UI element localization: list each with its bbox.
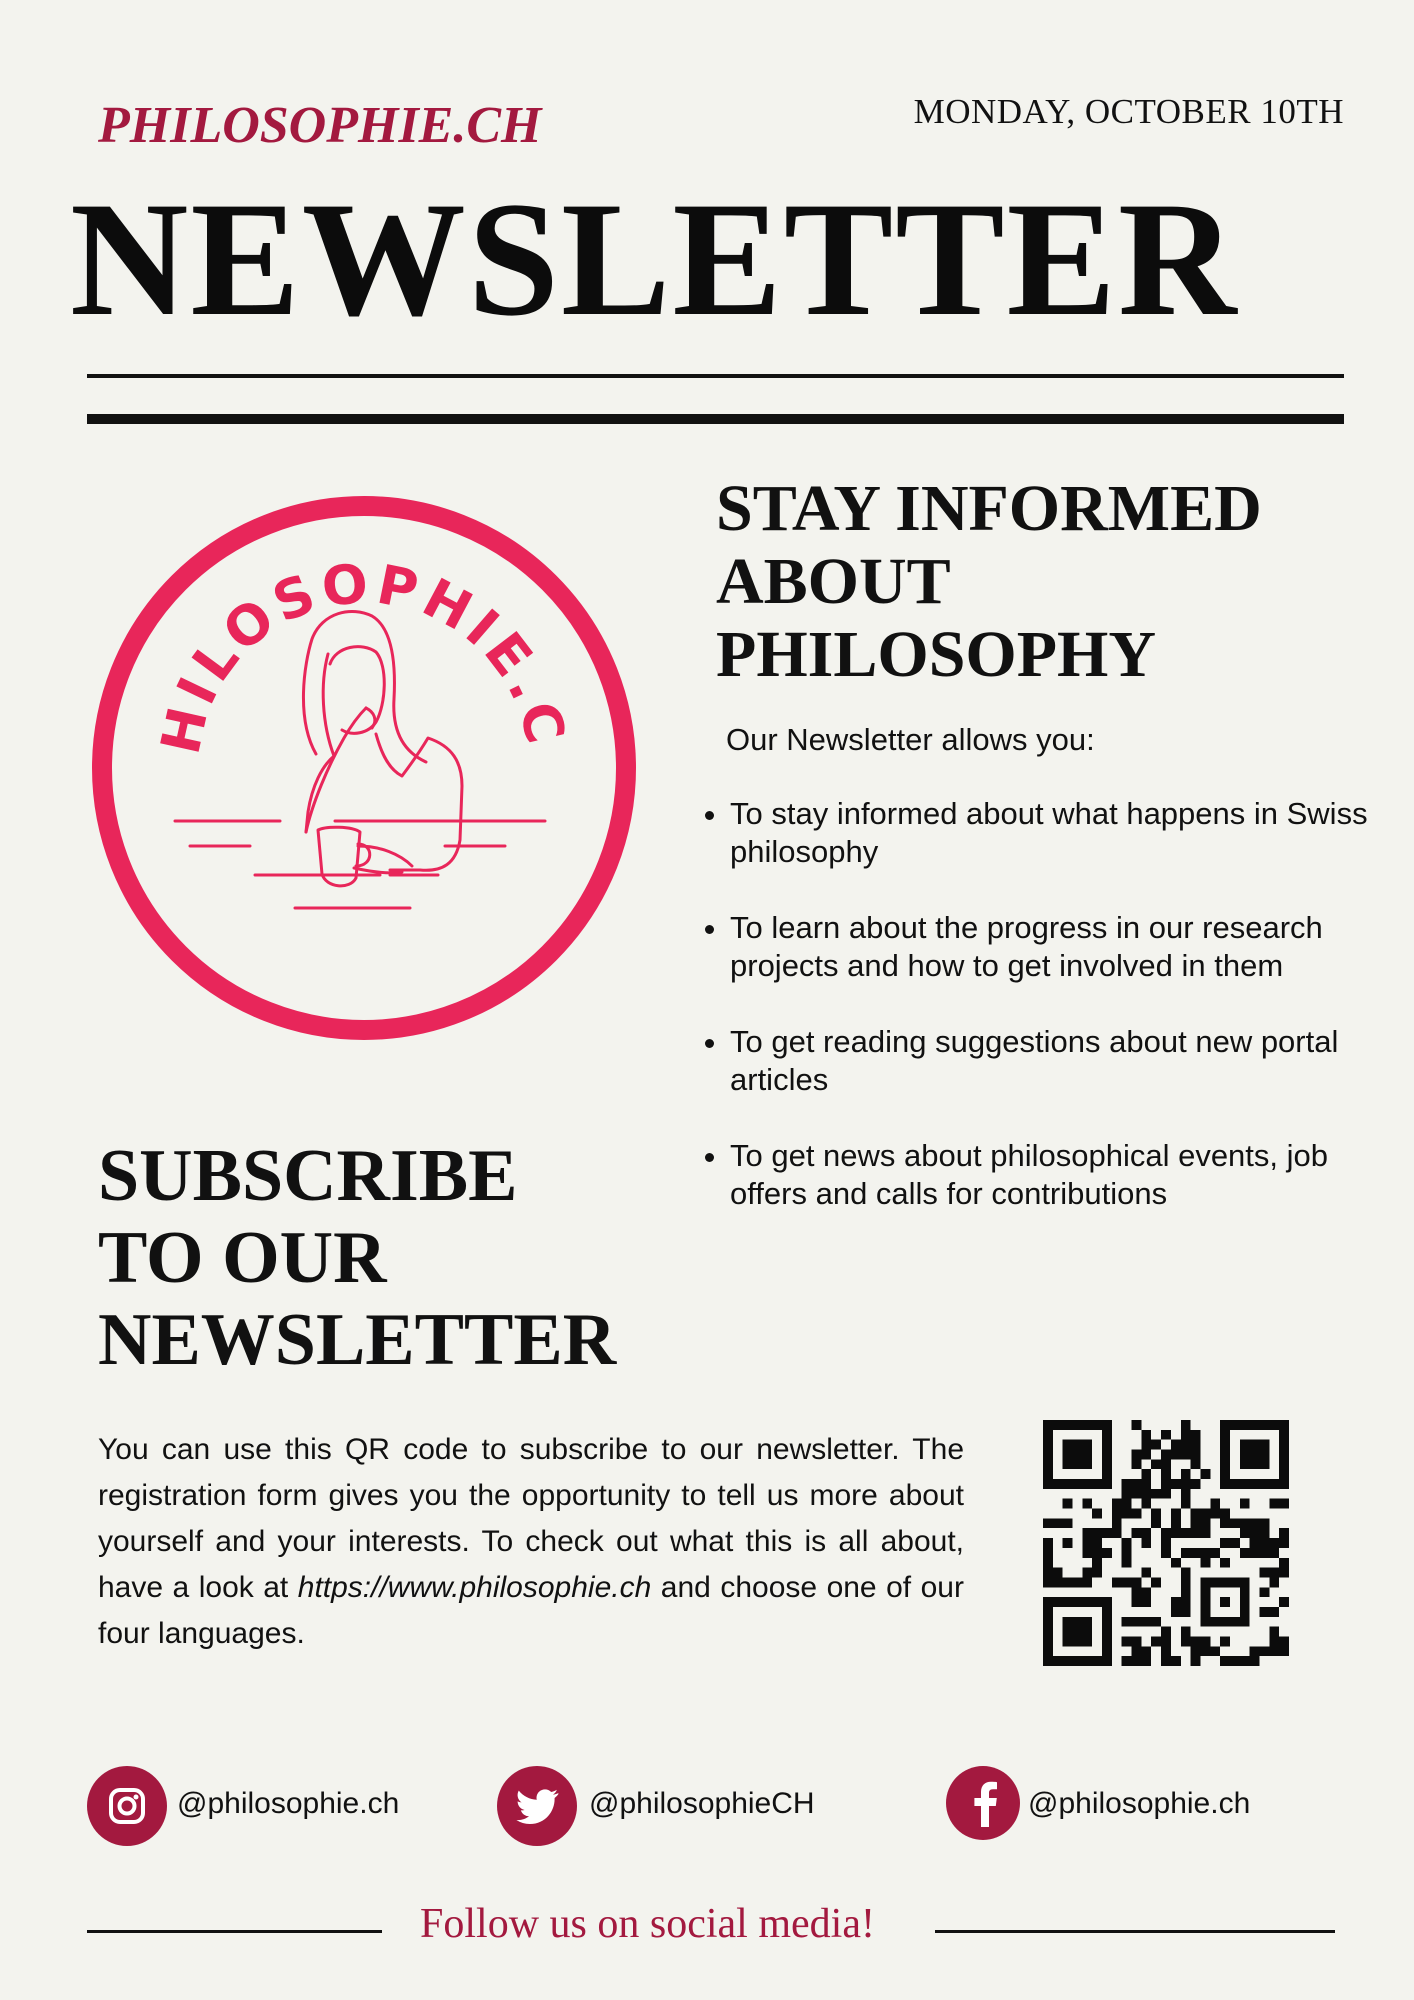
list-item: • To get reading suggestions about new portal articles	[730, 1023, 1370, 1099]
subscribe-heading-line-1: SUBSCRIBE	[98, 1135, 518, 1217]
stay-heading-line-1: STAY INFORMED	[716, 472, 1262, 545]
twitter-handle[interactable]: @philosophieCH	[589, 1787, 815, 1820]
issue-date: MONDAY, OCTOBER 10TH	[913, 92, 1344, 131]
website-link[interactable]: https://www.philosophie.ch	[297, 1571, 652, 1604]
list-item: • To get news about philosophical events, job offers and calls for contributions	[730, 1137, 1370, 1213]
instagram-icon[interactable]	[87, 1766, 167, 1846]
svg-text:PHILOSOPHIE.CH	[90, 494, 578, 759]
subscribe-heading-line-3: NEWSLETTER	[98, 1299, 617, 1381]
stay-heading-line-3: PHILOSOPHY	[716, 618, 1157, 691]
facebook-icon[interactable]	[946, 1766, 1020, 1840]
footer-rule-right	[935, 1930, 1335, 1933]
footer-rule-left	[87, 1930, 382, 1933]
newsletter-intro: Our Newsletter allows you:	[726, 722, 1095, 757]
subscribe-body	[98, 1427, 964, 1657]
list-item: • To learn about the progress in our research projects and how to get involved in them	[730, 909, 1370, 985]
subscribe-body-text-end: and choose one of our four languages.	[98, 1571, 964, 1650]
newsletter-masthead: NEWSLETTER	[70, 169, 1239, 350]
subscribe-heading-line-2: TO OUR	[98, 1217, 387, 1299]
instagram-handle[interactable]: @philosophie.ch	[177, 1787, 400, 1820]
philosophie-logo	[90, 494, 638, 1042]
follow-us-text: Follow us on social media!	[420, 1901, 875, 1947]
top-rule-thick	[87, 414, 1344, 424]
subscribe-heading	[98, 1135, 718, 1381]
qr-code[interactable]	[1043, 1420, 1289, 1671]
facebook-handle[interactable]: @philosophie.ch	[1028, 1787, 1251, 1820]
logo-ring-text: HILOSOPHIE.C	[148, 551, 579, 760]
benefits-list	[700, 795, 1370, 1251]
list-item: • To stay informed about what happens in Swiss philosophy	[730, 795, 1370, 871]
twitter-icon[interactable]	[497, 1766, 577, 1846]
top-rule-thin	[87, 374, 1344, 378]
subscribe-body-text: You can use this QR code to subscribe to our newsletter. The registration form gives you the opportunity to tell us more about yourself and your interests. To check out what this is all about, have a look at	[98, 1433, 964, 1604]
stay-heading-line-2: ABOUT	[716, 545, 951, 618]
stay-informed-heading	[716, 472, 1376, 691]
brand-name: PHILOSOPHIE.CH	[98, 97, 542, 154]
